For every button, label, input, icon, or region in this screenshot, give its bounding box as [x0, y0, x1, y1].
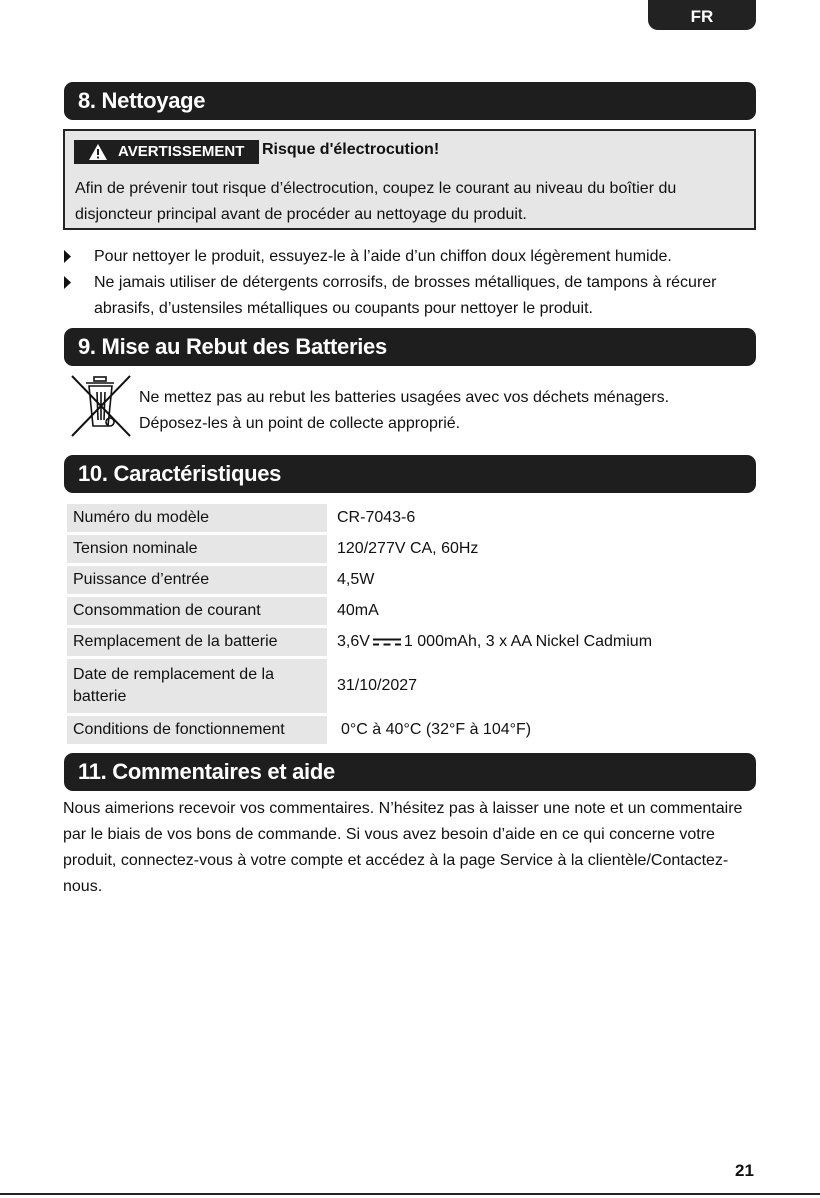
spec-value-suffix: 1 000mAh, 3 x AA Nickel Cadmium — [403, 633, 653, 650]
feedback-text: Nous aimerions recevoir vos commentaires. N’hésitez pas à laisser une note et un commentaire par le biais de vos bons de commande. Si vous avez besoin d’aide en ce qui concerne votre produit, connectez-vous à votre compte et accédez à la page Service à la clientèle/Contactez-nous. — [63, 800, 743, 895]
spec-label: Numéro du modèle — [67, 504, 327, 532]
bottom-rule — [0, 1193, 820, 1195]
spec-label: Puissance d’entrée — [67, 566, 327, 594]
language-tab: FR — [648, 0, 756, 30]
table-row — [67, 659, 756, 713]
spec-value: 120/277V CA, 60Hz — [337, 540, 479, 557]
warning-label: AVERTISSEMENT — [118, 143, 245, 160]
warning-text: Afin de prévenir tout risque d’électrocution, coupez le courant au niveau du boîtier du disjoncteur principal avant de procéder au nettoyage du produit. — [75, 180, 677, 223]
table-row — [67, 504, 756, 532]
bullet-marker-icon — [64, 276, 71, 289]
spec-value: CR-7043-6 — [337, 509, 416, 526]
list-item — [64, 270, 756, 322]
table-row — [67, 566, 756, 594]
list-item — [64, 244, 756, 270]
bullet-text: Pour nettoyer le produit, essuyez-le à l’aide d’un chiffon doux légèrement humide. — [94, 248, 672, 265]
warning-box — [63, 129, 756, 230]
section-title-specifications: 10. Caractéristiques — [64, 455, 756, 493]
bullet-text: Ne jamais utiliser de détergents corrosifs, de brosses métalliques, de tampons à récurer abrasifs, d’ustensiles métalliques ou coupants pour nettoyer le produit. — [94, 274, 717, 317]
spec-value-prefix: 3,6V — [337, 633, 370, 650]
disposal-line: Ne mettez pas au rebut les batteries usagées avec vos déchets ménagers. — [139, 389, 670, 406]
section-title-battery-disposal: 9. Mise au Rebut des Batteries — [64, 328, 756, 366]
spec-label: Conditions de fonctionnement — [67, 716, 327, 744]
disposal-line: Déposez-les à un point de collecte approprié. — [139, 415, 461, 432]
spec-value: 4,5W — [337, 571, 375, 588]
table-row — [67, 535, 756, 563]
spec-value — [327, 628, 756, 656]
cleaning-instructions — [64, 244, 756, 322]
section-title-cleaning: 8. Nettoyage — [64, 82, 756, 120]
table-row — [67, 628, 756, 656]
spec-label: Remplacement de la batterie — [67, 628, 327, 656]
spec-value: 0°C à 40°C (32°F à 104°F) — [341, 721, 532, 738]
spec-label: Tension nominale — [67, 535, 327, 563]
bullet-marker-icon — [64, 250, 71, 263]
disposal-text — [139, 385, 739, 437]
spec-value: 31/10/2027 — [337, 677, 418, 694]
spec-label: Consommation de courant — [67, 597, 327, 625]
dc-symbol-icon — [372, 637, 402, 647]
table-row — [67, 716, 756, 744]
specifications-table — [67, 501, 756, 747]
section-title-feedback: 11. Commentaires et aide — [64, 753, 756, 791]
spec-label: Date de remplacement de la batterie — [67, 659, 327, 713]
page-number: 21 — [735, 1161, 754, 1180]
table-row — [67, 597, 756, 625]
warning-badge — [74, 140, 259, 164]
warning-triangle-icon — [88, 143, 108, 161]
warning-title: Risque d'électrocution! — [262, 141, 440, 158]
spec-value: 40mA — [337, 602, 379, 619]
crossed-bin-icon — [70, 374, 132, 438]
